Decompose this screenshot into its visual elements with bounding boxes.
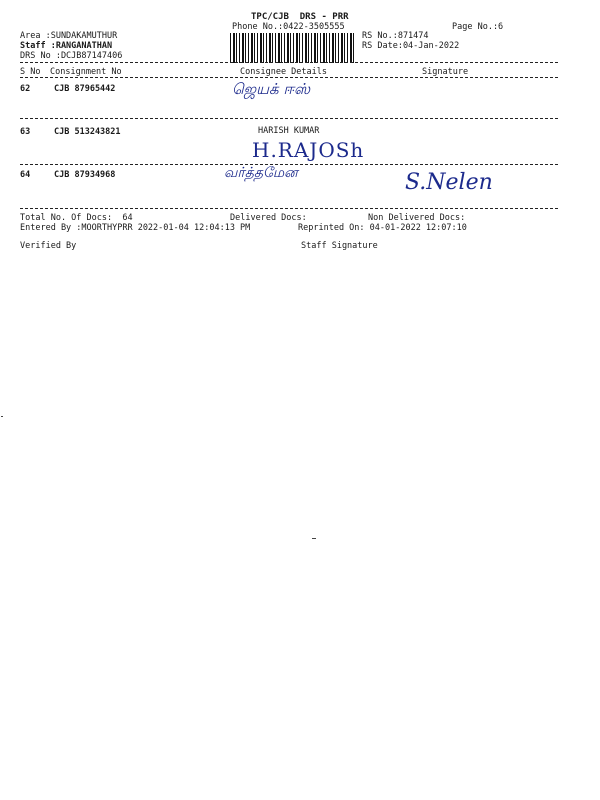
total-docs: Total No. Of Docs: 64 [20,213,133,223]
verified-by: Verified By [20,241,77,251]
row-consignee: HARISH KUMAR [258,126,320,136]
row-sno: 63 [20,127,31,137]
divider [20,77,558,78]
barcode [230,33,354,63]
col-signature: Signature [422,67,469,77]
page-number: Page No.:6 [452,22,504,32]
handwritten-name: H.RAJOSh [252,138,365,162]
rs-number: RS No.:871474 [362,31,429,41]
drs-number: DRS No :DCJB87147406 [20,51,123,61]
non-delivered-docs: Non Delivered Docs: [368,213,466,223]
rs-date: RS Date:04-Jan-2022 [362,41,460,51]
row-consignment: CJB 87965442 [54,84,116,94]
report-title: TPC/CJB DRS - PRR [251,12,349,22]
phone-number: Phone No.:0422-3505555 [232,22,345,32]
col-sno: S No [20,67,41,77]
divider [20,62,558,63]
area-field: Area :SUNDAKAMUTHUR [20,31,118,41]
staff-field: Staff :RANGANATHAN [20,41,113,51]
delivered-docs: Delivered Docs: [230,213,307,223]
row-sno: 62 [20,84,31,94]
row-consignment: CJB 513243821 [54,127,121,137]
reprinted-on: Reprinted On: 04-01-2022 12:07:10 [298,223,467,233]
row-consignment: CJB 87934968 [54,170,116,180]
scan-speck [1,416,3,417]
staff-signature: Staff Signature [301,241,378,251]
handwritten-name: வர்த்தமேன [224,165,298,181]
divider [20,118,558,119]
col-consignee: Consignee Details [240,67,327,77]
handwritten-name: ஜெயக் ஈஸ் [232,80,311,98]
col-consignment: Consignment No [50,67,122,77]
scan-speck [312,538,316,539]
signature: S.Nelen [405,170,493,195]
entered-by: Entered By :MOORTHYPRR 2022-01-04 12:04:13 PM [20,223,251,233]
divider [20,208,558,209]
row-sno: 64 [20,170,31,180]
